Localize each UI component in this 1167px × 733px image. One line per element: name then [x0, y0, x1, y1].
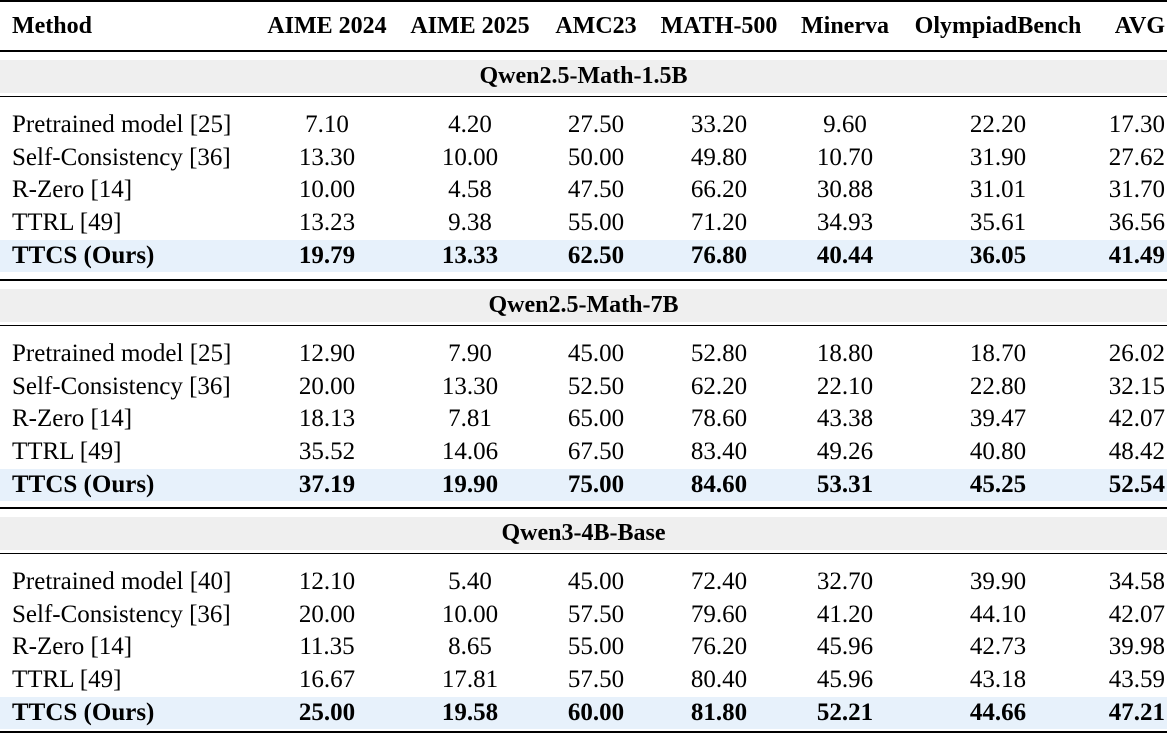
aime-2025-cell: 7.81 [448, 405, 492, 433]
olympiadbench-cell: 44.66 [969, 698, 1027, 726]
method-cell: Self-Consistency [36] [12, 143, 231, 171]
avg-cell: 17.30 [1108, 111, 1165, 138]
amc23-cell: 47.50 [567, 176, 625, 204]
table-row [0, 403, 1167, 435]
table-row [0, 207, 1167, 239]
table-row [0, 599, 1167, 631]
math-500-cell: 79.60 [690, 600, 748, 628]
aime-2024-cell: 13.23 [298, 209, 356, 237]
table-row [0, 371, 1167, 403]
olympiadbench-cell: 31.01 [969, 176, 1027, 204]
header-avg: AVG [1114, 13, 1165, 39]
aime-2025-cell: 19.58 [441, 698, 499, 726]
minerva-cell: 45.96 [816, 666, 874, 694]
minerva-cell: 53.31 [816, 470, 874, 498]
amc23-cell: 52.50 [567, 372, 625, 400]
avg-cell: 36.56 [1108, 209, 1165, 237]
avg-cell: 31.70 [1108, 176, 1165, 204]
table-row [0, 338, 1167, 370]
amc23-cell: 62.50 [567, 241, 625, 269]
aime-2025-cell: 10.00 [441, 143, 499, 171]
method-cell: TTCS (Ours) [12, 241, 155, 269]
amc23-cell: 45.00 [567, 568, 625, 595]
section-subrule [0, 325, 1167, 326]
olympiadbench-cell: 42.73 [969, 633, 1027, 661]
math-500-cell: 81.80 [690, 698, 748, 726]
math-500-cell: 78.60 [690, 405, 748, 433]
header-method: Method [12, 13, 92, 39]
aime-2025-cell: 8.65 [448, 633, 492, 661]
table-row [0, 631, 1167, 663]
math-500-cell: 66.20 [690, 176, 748, 204]
aime-2025-cell: 14.06 [441, 438, 499, 466]
aime-2024-cell: 20.00 [298, 372, 356, 400]
aime-2024-cell: 10.00 [298, 176, 356, 204]
aime-2025-cell: 5.40 [448, 568, 492, 595]
olympiadbench-cell: 40.80 [969, 438, 1027, 466]
math-500-cell: 52.80 [690, 340, 748, 367]
olympiadbench-cell: 36.05 [969, 241, 1027, 269]
avg-cell: 41.49 [1108, 241, 1165, 269]
method-cell: TTRL [49] [12, 438, 122, 466]
math-500-cell: 71.20 [690, 209, 748, 237]
table-row-ours [0, 240, 1167, 272]
table-row [0, 566, 1167, 598]
math-500-cell: 49.80 [690, 143, 748, 171]
minerva-cell: 49.26 [816, 438, 874, 466]
method-cell: TTCS (Ours) [12, 470, 155, 498]
aime-2025-cell: 10.00 [441, 600, 499, 628]
aime-2025-cell: 4.20 [448, 111, 492, 138]
header-math-500: MATH-500 [660, 13, 778, 39]
math-500-cell: 76.20 [690, 633, 748, 661]
avg-cell: 39.98 [1108, 633, 1165, 661]
header-aime-2025: AIME 2025 [410, 13, 530, 39]
minerva-cell: 22.10 [816, 372, 874, 400]
olympiadbench-cell: 43.18 [969, 666, 1027, 694]
aime-2024-cell: 37.19 [298, 470, 356, 498]
math-500-cell: 33.20 [690, 111, 748, 138]
minerva-cell: 32.70 [816, 568, 874, 595]
avg-cell: 42.07 [1108, 600, 1165, 628]
avg-cell: 34.58 [1108, 568, 1165, 595]
amc23-cell: 75.00 [567, 470, 625, 498]
table-row [0, 109, 1167, 141]
amc23-cell: 55.00 [567, 209, 625, 237]
table-row [0, 664, 1167, 696]
avg-cell: 48.42 [1108, 438, 1165, 466]
header-amc23: AMC23 [555, 13, 637, 39]
math-500-cell: 84.60 [690, 470, 748, 498]
header-minerva: Minerva [801, 13, 889, 39]
aime-2024-cell: 18.13 [298, 405, 356, 433]
method-cell: R-Zero [14] [12, 405, 133, 433]
aime-2024-cell: 11.35 [299, 633, 355, 661]
table-row-ours [0, 469, 1167, 501]
section-divider [0, 507, 1167, 509]
avg-cell: 47.21 [1108, 698, 1165, 726]
amc23-cell: 67.50 [567, 438, 625, 466]
aime-2025-cell: 7.90 [448, 340, 492, 367]
minerva-cell: 30.88 [816, 176, 874, 204]
olympiadbench-cell: 22.20 [969, 111, 1027, 138]
table-header-row [0, 10, 1167, 42]
amc23-cell: 50.00 [567, 143, 625, 171]
math-500-cell: 80.40 [690, 666, 748, 694]
section-divider [0, 279, 1167, 281]
amc23-cell: 65.00 [567, 405, 625, 433]
aime-2025-cell: 13.30 [441, 372, 499, 400]
avg-cell: 42.07 [1108, 405, 1165, 433]
method-cell: Pretrained model [25] [12, 340, 232, 367]
aime-2024-cell: 12.10 [298, 568, 356, 595]
method-cell: R-Zero [14] [12, 176, 133, 204]
method-cell: TTRL [49] [12, 209, 122, 237]
method-cell: Pretrained model [25] [12, 111, 232, 138]
olympiadbench-cell: 39.90 [969, 568, 1027, 595]
amc23-cell: 55.00 [567, 633, 625, 661]
section-subrule [0, 553, 1167, 554]
avg-cell: 32.15 [1108, 372, 1165, 400]
olympiadbench-cell: 39.47 [969, 405, 1027, 433]
amc23-cell: 27.50 [567, 111, 625, 138]
aime-2024-cell: 16.67 [298, 666, 356, 694]
aime-2024-cell: 7.10 [305, 111, 349, 138]
olympiadbench-cell: 35.61 [969, 209, 1027, 237]
minerva-cell: 34.93 [816, 209, 874, 237]
method-cell: Self-Consistency [36] [12, 600, 231, 628]
method-cell: Self-Consistency [36] [12, 372, 231, 400]
olympiadbench-cell: 22.80 [969, 372, 1027, 400]
aime-2025-cell: 19.90 [441, 470, 499, 498]
avg-cell: 52.54 [1108, 470, 1165, 498]
olympiadbench-cell: 44.10 [969, 600, 1027, 628]
math-500-cell: 83.40 [690, 438, 748, 466]
aime-2024-cell: 19.79 [298, 241, 356, 269]
avg-cell: 43.59 [1108, 666, 1165, 694]
math-500-cell: 76.80 [690, 241, 748, 269]
table-row-ours [0, 697, 1167, 729]
minerva-cell: 40.44 [816, 241, 874, 269]
aime-2025-cell: 4.58 [448, 176, 492, 204]
olympiadbench-cell: 18.70 [969, 340, 1027, 367]
header-olympiadbench: OlympiadBench [914, 13, 1082, 39]
olympiadbench-cell: 45.25 [969, 470, 1027, 498]
method-cell: R-Zero [14] [12, 633, 133, 661]
minerva-cell: 52.21 [816, 698, 874, 726]
aime-2024-cell: 20.00 [298, 600, 356, 628]
minerva-cell: 9.60 [823, 111, 867, 138]
table-row [0, 436, 1167, 468]
aime-2024-cell: 35.52 [298, 438, 356, 466]
section-divider [0, 50, 1167, 52]
amc23-cell: 57.50 [567, 600, 625, 628]
math-500-cell: 62.20 [690, 372, 748, 400]
amc23-cell: 57.50 [567, 666, 625, 694]
minerva-cell: 18.80 [816, 340, 874, 367]
section-title: Qwen2.5-Math-7B [0, 289, 1167, 322]
minerva-cell: 45.96 [816, 633, 874, 661]
method-cell: TTCS (Ours) [12, 698, 155, 726]
amc23-cell: 45.00 [567, 340, 625, 367]
section-title: Qwen3-4B-Base [0, 517, 1167, 550]
amc23-cell: 60.00 [567, 698, 625, 726]
aime-2025-cell: 17.81 [441, 666, 499, 694]
aime-2024-cell: 13.30 [298, 143, 356, 171]
table-row [0, 142, 1167, 174]
aime-2025-cell: 13.33 [441, 241, 499, 269]
avg-cell: 26.02 [1108, 340, 1165, 367]
aime-2024-cell: 25.00 [298, 698, 356, 726]
section-title: Qwen2.5-Math-1.5B [0, 60, 1167, 93]
olympiadbench-cell: 31.90 [969, 143, 1027, 171]
avg-cell: 27.62 [1108, 143, 1165, 171]
aime-2024-cell: 12.90 [298, 340, 356, 367]
minerva-cell: 43.38 [816, 405, 874, 433]
minerva-cell: 10.70 [816, 143, 874, 171]
method-cell: TTRL [49] [12, 666, 122, 694]
aime-2025-cell: 9.38 [448, 209, 492, 237]
table-row [0, 174, 1167, 206]
math-500-cell: 72.40 [690, 568, 748, 595]
header-aime-2024: AIME 2024 [267, 13, 387, 39]
minerva-cell: 41.20 [816, 600, 874, 628]
method-cell: Pretrained model [40] [12, 568, 232, 595]
section-subrule [0, 96, 1167, 97]
